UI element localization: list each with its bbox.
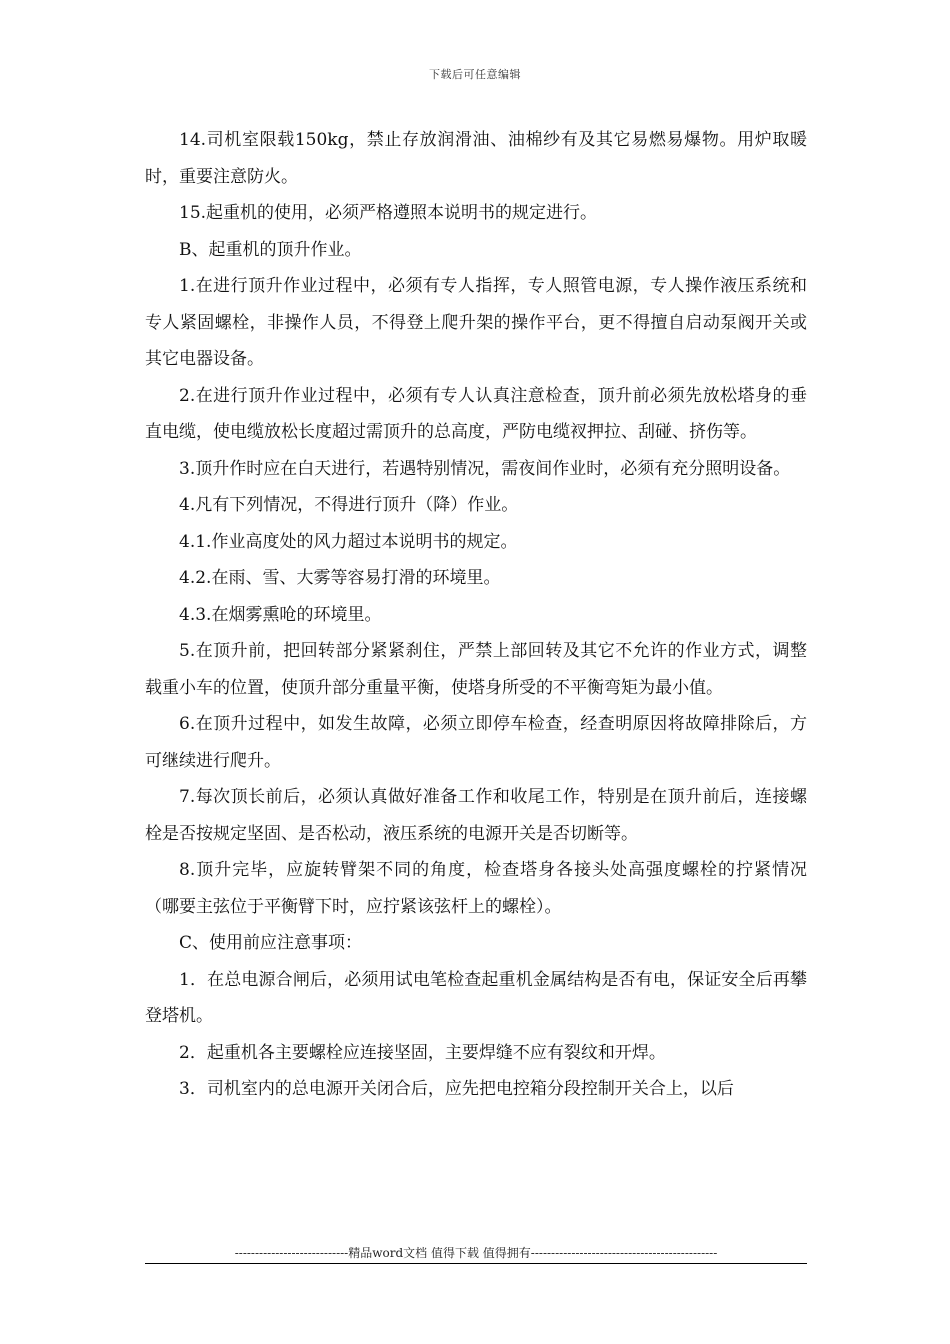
paragraph-b4-3: 4.3.在烟雾熏呛的环境里。 (179, 604, 382, 625)
section-heading-b: B、起重机的顶升作业。 (179, 239, 362, 260)
paragraph-b2: 2.在进行顶升作业过程中，必须有专人认真注意检查，顶升前必须先放松塔身的垂直电缆，使电缆放松长度超过需顶升的总高度，严防电缆衩押拉、刮碰、挤伤等。 (145, 385, 807, 442)
paragraph-b6: 6.在顶升过程中，如发生故障，必须立即停车检查，经查明原因将故障排除后，方可继续进行爬升。 (145, 714, 807, 771)
paragraph-c2: 2．起重机各主要螺栓应连接坚固，主要焊缝不应有裂纹和开焊。 (179, 1042, 666, 1063)
page-footer: ----------------------------精品word文档 值得下载 值得拥有---------------------------------------------- (234, 1246, 718, 1260)
footer-rule (145, 1263, 807, 1264)
paragraph-c1: 1．在总电源合闸后，必须用试电笔检查起重机金属结构是否有电，保证安全后再攀登塔机。 (145, 969, 807, 1026)
document-body (145, 122, 807, 1108)
page-header: 下载后可任意编辑 (429, 68, 521, 81)
section-heading-c: C、使用前应注意事项： (179, 933, 363, 953)
paragraph-b1: 1.在进行顶升作业过程中，必须有专人指挥，专人照管电源，专人操作液压系统和专人紧固螺栓，非操作人员，不得登上爬升架的操作平台，更不得擅自启动泵阀开关或其它电器设备。 (145, 276, 807, 369)
paragraph-b8: 8.顶升完毕，应旋转臂架不同的角度，检查塔身各接头处高强度螺栓的拧紧情况（哪要主弦位于平衡臂下时，应拧紧该弦杆上的螺栓）。 (145, 860, 807, 917)
paragraph-b4-2: 4.2.在雨、雪、大雾等容易打滑的环境里。 (179, 568, 501, 588)
paragraph-c3: 3．司机室内的总电源开关闭合后，应先把电控箱分段控制开关合上，以后 (179, 1079, 734, 1099)
paragraph-b4-1: 4.1.作业高度处的风力超过本说明书的规定。 (179, 531, 518, 552)
paragraph-b4: 4.凡有下列情况，不得进行顶升（降）作业。 (179, 495, 519, 515)
paragraph-15: 15.起重机的使用，必须严格遵照本说明书的规定进行。 (179, 203, 598, 223)
paragraph-14: 14.司机室限载150kg，禁止存放润滑油、油棉纱有及其它易燃易爆物。用炉取暖时，重要注意防火。 (145, 130, 807, 187)
paragraph-b7: 7.每次顶长前后，必须认真做好准备工作和收尾工作，特别是在顶升前后，连接螺栓是否按规定坚固、是否松动，液压系统的电源开关是否切断等。 (145, 787, 807, 844)
paragraph-b5: 5.在顶升前，把回转部分紧紧刹住，严禁上部回转及其它不允许的作业方式，调整载重小车的位置，使顶升部分重量平衡，使塔身所受的不平衡弯矩为最小值。 (145, 641, 807, 698)
paragraph-b3: 3.顶升作时应在白天进行，若遇特别情况，需夜间作业时，必须有充分照明设备。 (179, 458, 791, 479)
